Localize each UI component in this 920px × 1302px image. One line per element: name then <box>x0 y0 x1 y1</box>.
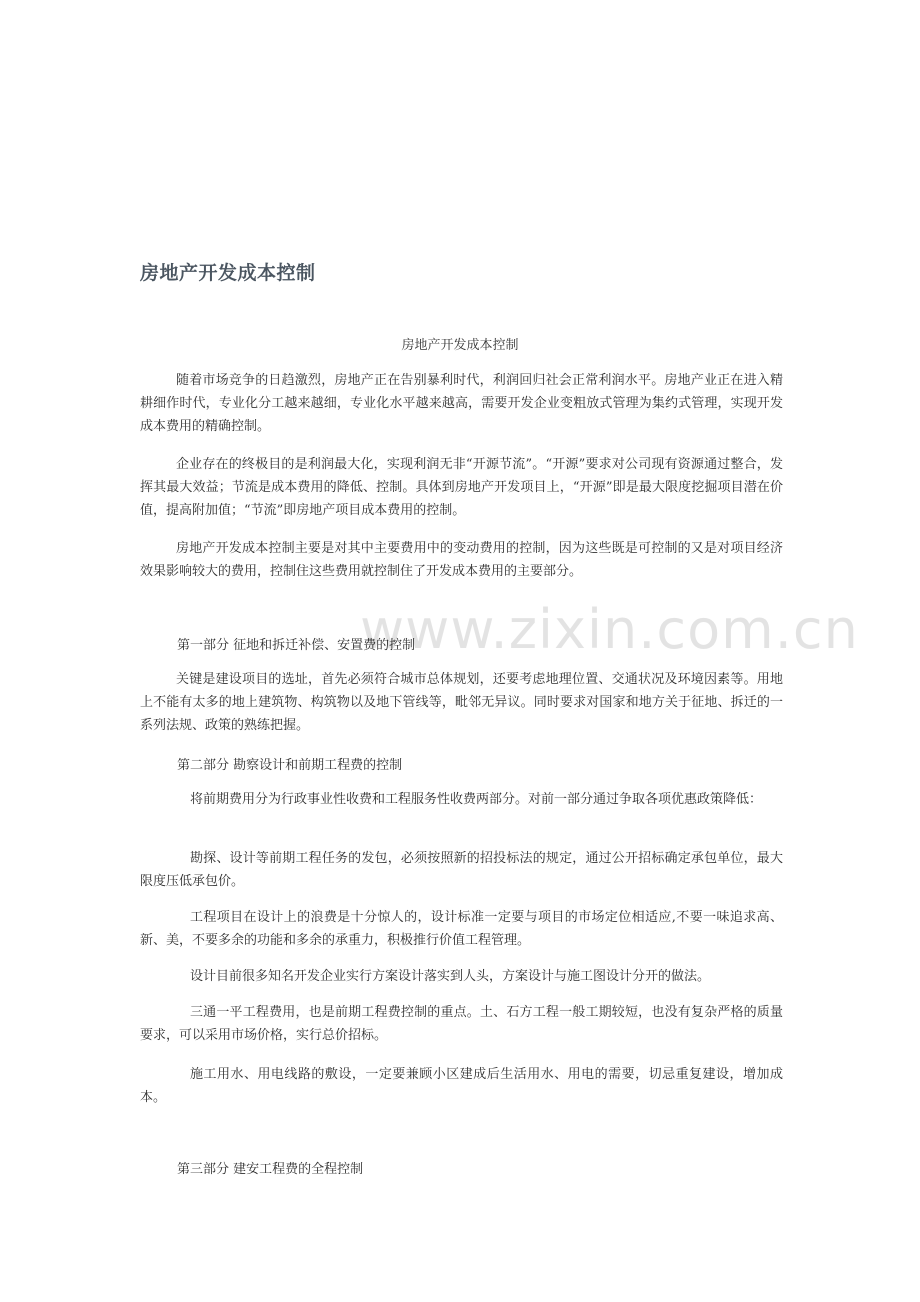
section-3-heading: 第三部分 建安工程费的全程控制 <box>177 1162 364 1177</box>
intro-paragraph-2: 企业存在的终极目的是利润最大化，实现利润无非“开源节流”。“开源”要求对公司现有资源通过整合，发挥其最大效益；节流是成本费用的降低、控制。具体到房地产开发项目上，“开源”即是最大限度挖掘项目潜在价值，提高附加值；“节流”即房地产项目成本费用的控制。 <box>140 457 783 518</box>
intro-paragraph-1: 随着市场竞争的日趋激烈，房地产正在告别暴利时代，利润回归社会正常利润水平。房地产业正在进入精耕细作时代，专业化分工越来越细，专业化水平越来越高，需要开发企业变粗放式管理为集约式管理，实现开发成本费用的精确控制。 <box>140 373 783 434</box>
section-2-paragraph-5: 三通一平工程费用，也是前期工程费控制的重点。土、石方工程一般工期较短，也没有复杂严格的质量要求，可以采用市场价格，实行总价招标。 <box>140 1005 783 1043</box>
intro-paragraph-3: 房地产开发成本控制主要是对其中主要费用中的变动费用的控制，因为这些既是可控制的又是对项目经济效果影响较大的费用，控制住这些费用就控制住了开发成本费用的主要部分。 <box>140 541 783 579</box>
section-1-body: 关键是建设项目的选址，首先必须符合城市总体规划，还要考虑地理位置、交通状况及环境因素等。用地上不能有太多的地上建筑物、构筑物以及地下管线等，毗邻无异议。同时要求对国家和地方关于征地、拆迁的一系列法规、政策的熟练把握。 <box>140 672 783 733</box>
section-2-paragraph-6: 施工用水、用电线路的敷设，一定要兼顾小区建成后生活用水、用电的需要，切忌重复建设，增加成本。 <box>140 1067 783 1105</box>
section-2-heading: 第二部分 勘察设计和前期工程费的控制 <box>177 758 403 773</box>
document-title: 房地产开发成本控制 <box>140 262 316 284</box>
section-2-paragraph-3: 工程项目在设计上的浪费是十分惊人的，设计标准一定要与项目的市场定位相适应,不要一味追求高、新、美，不要多余的功能和多余的承重力，积极推行价值工程管理。 <box>140 910 783 948</box>
document-subtitle: 房地产开发成本控制 <box>401 338 519 353</box>
section-2-paragraph-2: 勘探、设计等前期工程任务的发包，必须按照新的招投标法的规定，通过公开招标确定承包单位，最大限度压低承包价。 <box>140 851 783 889</box>
watermark: www.zixin.com.cn <box>360 598 859 661</box>
section-1-heading: 第一部分 征地和拆迁补偿、安置费的控制 <box>177 638 416 653</box>
section-2-paragraph-1: 将前期费用分为行政事业性收费和工程服务性收费两部分。对前一部分通过争取各项优惠政策降低： <box>190 792 763 807</box>
section-2-paragraph-4: 设计目前很多知名开发企业实行方案设计落实到人头，方案设计与施工图设计分开的做法。 <box>190 969 711 984</box>
